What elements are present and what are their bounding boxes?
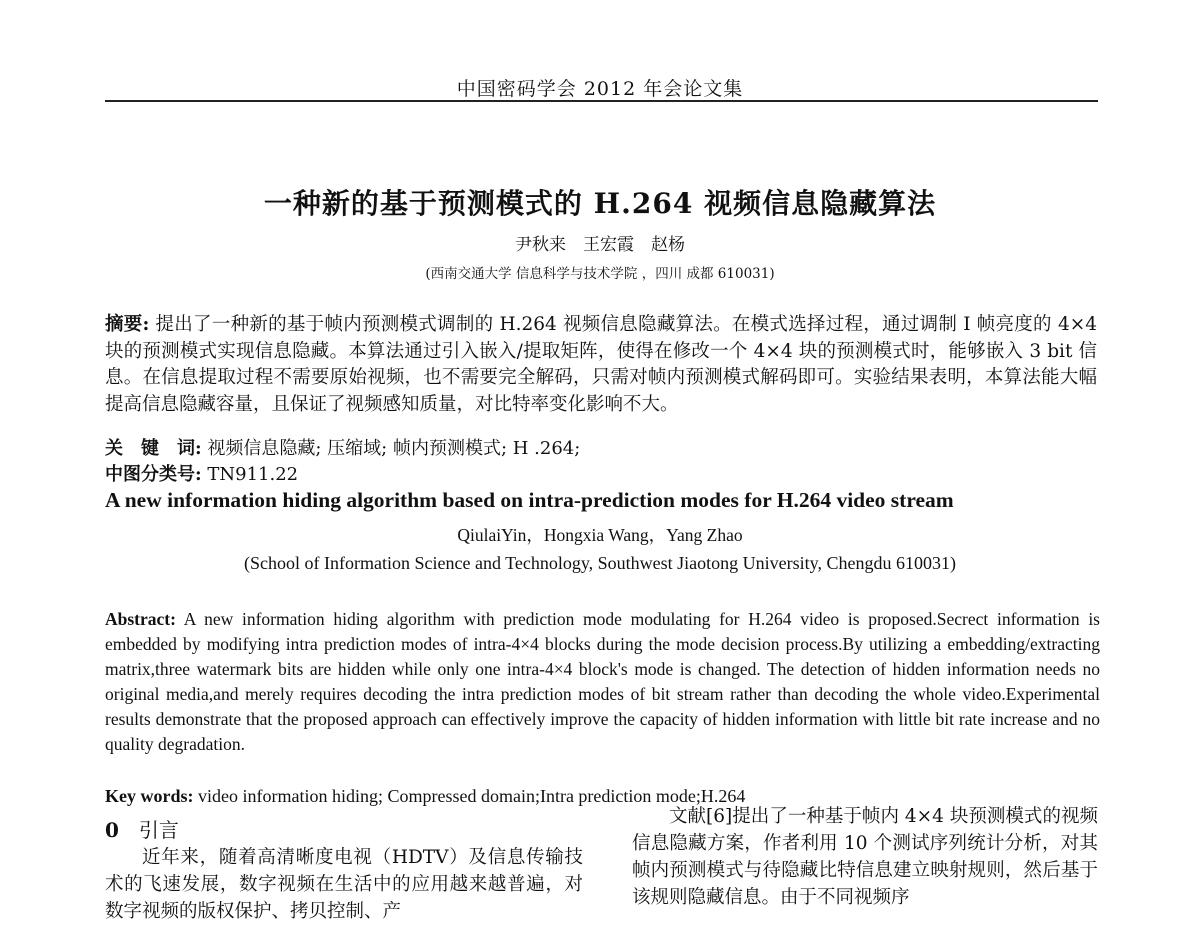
abstract-label-english: Abstract: — [105, 609, 176, 629]
keywords-text-chinese: 视频信息隐藏; 压缩域; 帧内预测模式; H .264; — [201, 438, 581, 459]
abstract-text-english: A new information hiding algorithm with prediction mode modulating for H.264 video is proposed.Secrect information is embedded by modifying intra prediction modes of intra-4×4 blocks during the mode decision process.By utilizing a embedding/extracting matrix,three watermark bits are hidden while only one intra-4×4 block's mode is changed. The detection of hidden information needs no original media,and merely requires decoding the intra prediction modes of bit stream rather than decoding the whole video.Experimental results demonstrate that the proposed approach can effectively improve the capacity of hidden information with little bit rate increase and no quality degradation. — [105, 609, 1100, 754]
header-divider — [105, 100, 1098, 102]
abstract-label-chinese: 摘要: — [105, 314, 150, 335]
body-column-left — [105, 844, 583, 925]
section-title: 引言 — [138, 818, 179, 842]
author-list-chinese: 尹秋来 王宏霞 赵杨 — [515, 235, 685, 255]
body-paragraph: 文献[6]提出了一种基于帧内 4×4 块预测模式的视频信息隐藏方案，作者利用 10 个测试序列统计分析，对其帧内预测模式与待隐藏比特信息建立映射规则，然后基于该规则隐藏信息。由于不同视频序 — [632, 806, 1098, 908]
section-number: 0 — [105, 818, 119, 842]
classification-value: TN911.22 — [201, 464, 299, 485]
body-paragraph: 近年来，随着高清晰度电视（HDTV）及信息传输技术的飞速发展，数字视频在生活中的应用越来越普遍，对数字视频的版权保护、拷贝控制、产 — [105, 847, 583, 922]
affiliation-english: (School of Information Science and Technology, Southwest Jiaotong University, Chengdu 610031) — [244, 553, 956, 573]
keywords-label-chinese: 关 键 词: — [105, 438, 202, 459]
abstract-english — [105, 607, 1100, 757]
classification-number — [105, 460, 298, 486]
classification-label: 中图分类号: — [105, 464, 202, 485]
proceedings-header-title: 中国密码学会 2012 年会论文集 — [456, 78, 744, 100]
paper-title-english: A new information hiding algorithm based on intra-prediction modes for H.264 video stream — [105, 488, 954, 512]
keywords-text-english: video information hiding; Compressed domain;Intra prediction mode;H.264 — [193, 786, 746, 806]
keywords-chinese — [105, 434, 580, 460]
paper-title-chinese: 一种新的基于预测模式的 H.264 视频信息隐藏算法 — [263, 187, 937, 220]
author-list-english: QiulaiYin，Hongxia Wang，Yang Zhao — [457, 525, 743, 545]
affiliation-chinese: (西南交通大学 信息科学与技术学院 ，四川 成都 610031) — [425, 266, 775, 282]
body-column-right — [632, 803, 1098, 911]
section-heading-introduction — [105, 814, 179, 843]
keywords-label-english: Key words: — [105, 786, 194, 806]
abstract-text-chinese: 提出了一种新的基于帧内预测模式调制的 H.264 视频信息隐藏算法。在模式选择过程，通过调制 I 帧亮度的 4×4 块的预测模式实现信息隐藏。本算法通过引入嵌入/提取矩阵，使得在修改一个 4×4 块的预测模式时，能够嵌入 3 bit 信息。在信息提取过程不需要原始视频，也不需要完全解码，只需对帧内预测模式解码即可。实验结果表明，本算法能大幅提高信息隐藏容量，且保证了视频感知质量，对比特率变化影响不大。 — [105, 314, 1097, 415]
abstract-chinese — [105, 312, 1097, 418]
